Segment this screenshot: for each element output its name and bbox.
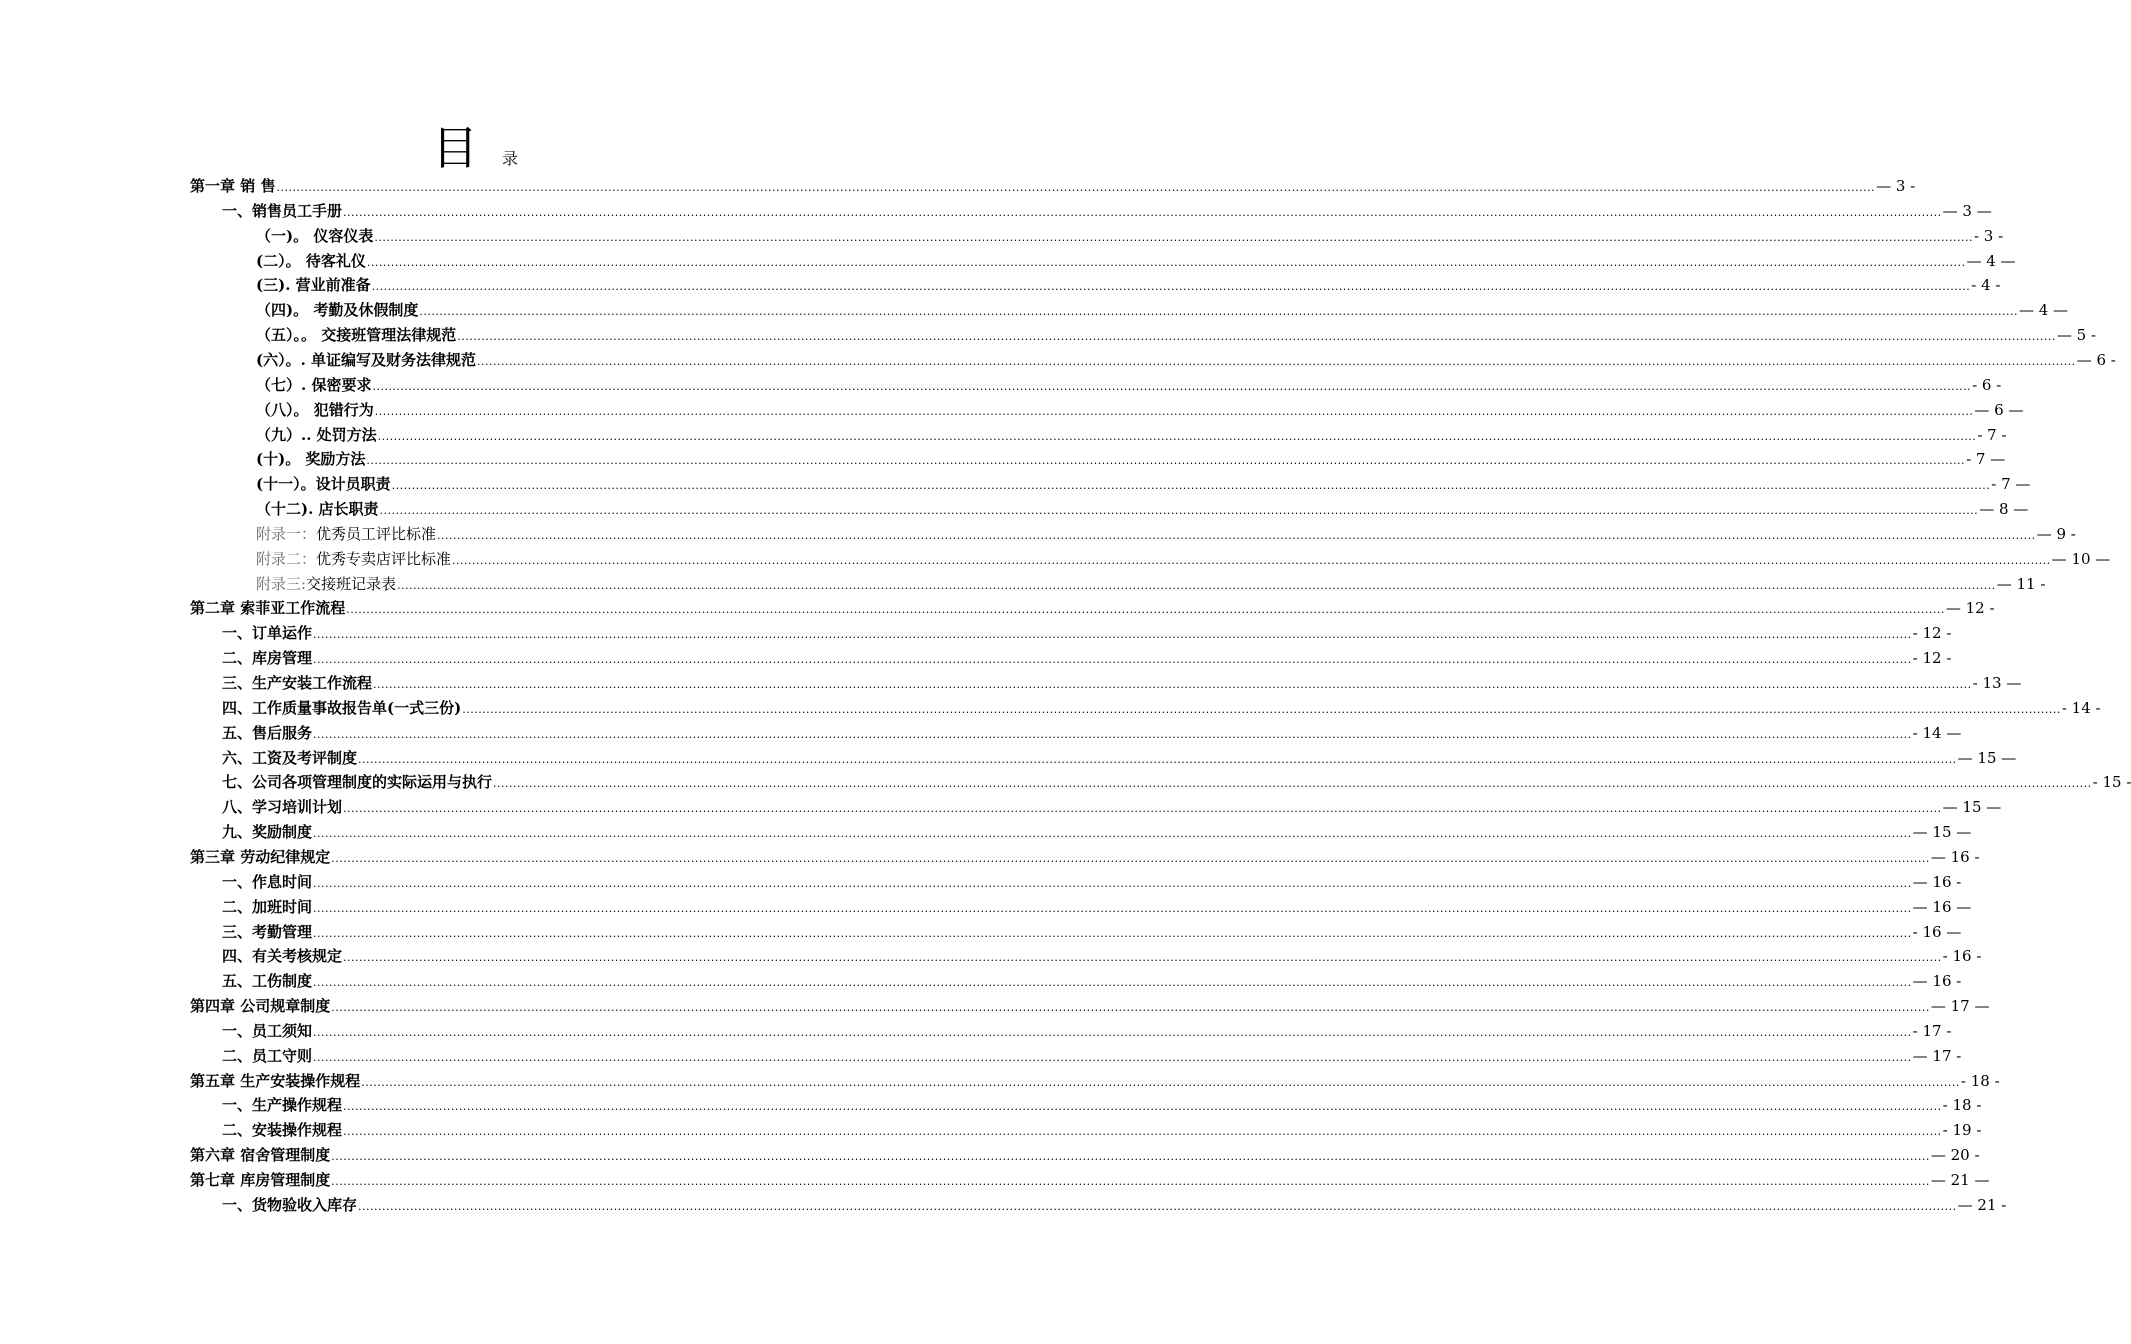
toc-leader-dots: ................................................................................................................................................................................................................................................................................................................................................................................................................ [313, 1051, 1912, 1064]
toc-page-number: - 14 - [2061, 699, 2101, 717]
toc-leader-dots: ................................................................................................................................................................................................................................................................................................................................................................................................................ [313, 927, 1912, 940]
toc-entry-label: 三、生产安装工作流程 [222, 674, 373, 692]
toc-page-number: — 21 - [1957, 1196, 2007, 1214]
toc-entry-label: 九、奖励制度 [222, 823, 313, 841]
toc-page-number: — 6 - [2076, 351, 2116, 369]
toc-entry[interactable] [190, 1069, 2000, 1093]
toc-page-number: — 15 — [1912, 823, 1972, 841]
toc-entry-title [190, 596, 345, 620]
toc-page-number: — 3 - [1876, 177, 1916, 195]
toc-entry-label: 一、销售员工手册 [222, 202, 343, 220]
toc-entry[interactable] [222, 621, 1952, 645]
toc-entry-title [190, 174, 275, 198]
toc-entry-title [190, 1069, 360, 1093]
toc-entry-label: (二）。 待客礼仪 [256, 252, 366, 270]
toc-entry[interactable] [256, 398, 2024, 422]
toc-leader-dots: ................................................................................................................................................................................................................................................................................................................................................................................................................ [313, 902, 1912, 915]
toc-entry-title [256, 547, 451, 571]
toc-entry-title [222, 696, 461, 720]
toc-entry-title [222, 944, 342, 968]
toc-entry-label: 附录一： [256, 525, 317, 543]
toc-entry-label: 一、订单运作 [222, 624, 313, 642]
toc-entry[interactable] [256, 224, 2004, 248]
toc-entry-label: 第四章 公司规章制度 [190, 997, 331, 1015]
toc-page-number: - 7 - [1977, 426, 2007, 444]
document-title [0, 120, 950, 180]
toc-page-number: — 8 — [1979, 500, 2029, 518]
toc-entry[interactable] [256, 472, 2031, 496]
toc-leader-dots: ................................................................................................................................................................................................................................................................................................................................................................................................................ [452, 554, 2051, 567]
toc-entry[interactable] [256, 298, 2069, 322]
toc-leader-dots: ................................................................................................................................................................................................................................................................................................................................................................................................................ [331, 1175, 1930, 1188]
toc-page-number: — 16 - [1912, 873, 1962, 891]
toc-page-number: — 16 — [1912, 898, 1972, 916]
toc-page-number: — 16 - [1930, 848, 1980, 866]
toc-leader-dots: ................................................................................................................................................................................................................................................................................................................................................................................................................ [372, 380, 1972, 393]
toc-leader-dots: ................................................................................................................................................................................................................................................................................................................................................................................................................ [457, 330, 2056, 343]
toc-page-number: - 16 — [1912, 923, 1962, 941]
toc-page-number: — 21 — [1930, 1171, 1990, 1189]
toc-leader-dots: ................................................................................................................................................................................................................................................................................................................................................................................................................ [366, 256, 1966, 269]
toc-entry-title [256, 298, 418, 322]
toc-entry[interactable] [222, 199, 1992, 223]
toc-entry-label: 四、有关考核规定 [222, 947, 343, 965]
toc-entry-label: 七、公司各项管理制度的实际运用与执行 [222, 773, 493, 791]
toc-entry-label: 附录三: [256, 575, 307, 593]
toc-entry-title [256, 348, 476, 372]
toc-page-number: - 13 — [1972, 674, 2022, 692]
toc-entry-label: （一)。 仪容仪表 [256, 227, 374, 245]
toc-leader-dots: ................................................................................................................................................................................................................................................................................................................................................................................................................ [313, 728, 1912, 741]
toc-entry[interactable] [222, 1118, 1982, 1142]
toc-page-number: - 12 - [1912, 624, 1952, 642]
toc-entry-title [222, 671, 372, 695]
toc-page-number: — 4 — [1966, 252, 2016, 270]
toc-entry-strong-label: 优秀专卖店评比标准 [316, 550, 452, 568]
toc-entry-title [256, 522, 436, 546]
toc-entry[interactable] [222, 944, 1982, 968]
toc-entry[interactable] [222, 696, 2101, 720]
toc-entry[interactable] [222, 1019, 1952, 1043]
toc-leader-dots: ................................................................................................................................................................................................................................................................................................................................................................................................................ [343, 206, 1942, 219]
toc-entry[interactable] [256, 273, 2001, 297]
toc-entry-title [256, 398, 374, 422]
toc-entry-label: （四)。 考勤及休假制度 [256, 301, 419, 319]
toc-entry-title [222, 1019, 312, 1043]
toc-entry-title [222, 621, 312, 645]
toc-entry[interactable] [190, 596, 1995, 620]
toc-entry[interactable] [222, 920, 1962, 944]
toc-entry-label: 五、售后服务 [222, 724, 313, 742]
toc-entry-title [222, 895, 312, 919]
toc-entry[interactable] [222, 795, 2002, 819]
toc-entry-title [256, 323, 456, 347]
toc-entry[interactable] [256, 348, 2116, 372]
toc-entry[interactable] [190, 994, 1990, 1018]
toc-entry-title [256, 447, 365, 471]
toc-entry-label: 一、货物验收入库存 [222, 1196, 358, 1214]
toc-entry-title [222, 1193, 357, 1217]
toc-leader-dots: ................................................................................................................................................................................................................................................................................................................................................................................................................ [313, 827, 1912, 840]
toc-entry[interactable] [222, 1093, 1982, 1117]
toc-entry[interactable] [256, 447, 2006, 471]
toc-page-number: — 10 — [2051, 550, 2111, 568]
toc-entry-title [256, 273, 371, 297]
toc-page-number: — 11 - [1996, 575, 2046, 593]
toc-page-number: - 6 - [1972, 376, 2002, 394]
toc-entry-label: （十二). 店长职责 [256, 500, 379, 518]
toc-entry-title [256, 249, 366, 273]
toc-leader-dots: ................................................................................................................................................................................................................................................................................................................................................................................................................ [313, 877, 1912, 890]
toc-entry[interactable] [222, 746, 2017, 770]
title-main: 目 [431, 121, 478, 175]
toc-page-number: - 7 — [1966, 450, 2006, 468]
toc-entry-title [222, 746, 357, 770]
toc-leader-dots: ................................................................................................................................................................................................................................................................................................................................................................................................................ [313, 628, 1912, 641]
toc-entry[interactable] [256, 373, 2002, 397]
toc-entry-label: 第二章 索菲亚工作流程 [190, 599, 346, 617]
title-sub: 录 [501, 149, 518, 168]
toc-leader-dots: ................................................................................................................................................................................................................................................................................................................................................................................................................ [331, 1150, 1930, 1163]
toc-page-number: — 15 — [1957, 749, 2017, 767]
toc-entry-title [190, 1143, 330, 1167]
toc-entry[interactable] [222, 721, 1962, 745]
toc-page-number: — 15 — [1942, 798, 2002, 816]
toc-leader-dots: ................................................................................................................................................................................................................................................................................................................................................................................................................ [462, 703, 2061, 716]
toc-entry[interactable] [222, 820, 1972, 844]
toc-entry-label: 八、学习培训计划 [222, 798, 343, 816]
toc-page-number: — 17 - [1912, 1047, 1962, 1065]
toc-entry[interactable] [222, 969, 1962, 993]
toc-entry-label: 二、员工守则 [222, 1047, 313, 1065]
toc-entry[interactable] [256, 522, 2076, 546]
toc-leader-dots: ................................................................................................................................................................................................................................................................................................................................................................................................................ [391, 479, 1991, 492]
toc-entry-title [222, 820, 312, 844]
toc-entry-title [222, 721, 312, 745]
toc-entry-title [190, 845, 330, 869]
toc-leader-dots: ................................................................................................................................................................................................................................................................................................................................................................................................................ [358, 753, 1957, 766]
toc-leader-dots: ................................................................................................................................................................................................................................................................................................................................................................................................................ [276, 181, 1876, 194]
toc-entry[interactable] [256, 249, 2016, 273]
toc-entry-label: 一、作息时间 [222, 873, 313, 891]
toc-entry-title [222, 795, 342, 819]
toc-entry-title [190, 994, 330, 1018]
toc-leader-dots: ................................................................................................................................................................................................................................................................................................................................................................................................................ [343, 1125, 1942, 1138]
toc-page-number: — 5 - [2056, 326, 2097, 344]
toc-leader-dots: ................................................................................................................................................................................................................................................................................................................................................................................................................ [331, 852, 1930, 865]
toc-entry[interactable] [190, 174, 1916, 198]
toc-page-number: - 18 - [1960, 1072, 2000, 1090]
toc-entry[interactable] [222, 646, 1952, 670]
toc-leader-dots: ................................................................................................................................................................................................................................................................................................................................................................................................................ [477, 355, 2076, 368]
toc-entry-label: (十一）。设计员职责 [256, 475, 391, 493]
toc-leader-dots: ................................................................................................................................................................................................................................................................................................................................................................................................................ [358, 1200, 1957, 1213]
toc-entry[interactable] [222, 770, 2131, 794]
toc-leader-dots: ................................................................................................................................................................................................................................................................................................................................................................................................................ [373, 678, 1972, 691]
toc-entry[interactable] [256, 547, 2111, 571]
toc-entry-title [256, 472, 391, 496]
toc-page-number: - 19 - [1942, 1121, 1982, 1139]
toc-entry-label: （八）。 犯错行为 [256, 401, 374, 419]
toc-page-number: — 12 - [1945, 599, 1995, 617]
toc-entry-label: 第三章 劳动纪律规定 [190, 848, 331, 866]
toc-leader-dots: ................................................................................................................................................................................................................................................................................................................................................................................................................ [343, 1100, 1942, 1113]
toc-leader-dots: ................................................................................................................................................................................................................................................................................................................................................................................................................ [419, 305, 2018, 318]
toc-entry-label: (十)。 奖励方法 [256, 450, 366, 468]
toc-page-number: - 3 - [1973, 227, 2004, 245]
toc-entry-label: （五）。。 交接班管理法律规范 [256, 326, 457, 344]
toc-entry[interactable] [256, 572, 2046, 596]
toc-entry-title [222, 199, 342, 223]
toc-leader-dots: ................................................................................................................................................................................................................................................................................................................................................................................................................ [374, 231, 1973, 244]
toc-entry[interactable] [222, 1193, 2007, 1217]
toc-page-number: — 3 — [1942, 202, 1992, 220]
toc-entry-title [222, 1093, 342, 1117]
toc-entry-label: 四、工作质量事故报告单(一式三份) [222, 699, 462, 717]
toc-leader-dots: ................................................................................................................................................................................................................................................................................................................................................................................................................ [343, 951, 1942, 964]
toc-page-number: - 7 — [1991, 475, 2031, 493]
toc-entry-label: 二、安装操作规程 [222, 1121, 343, 1139]
toc-leader-dots: ................................................................................................................................................................................................................................................................................................................................................................................................................ [313, 976, 1912, 989]
toc-entry-title [190, 1168, 330, 1192]
toc-leader-dots: ................................................................................................................................................................................................................................................................................................................................................................................................................ [437, 529, 2036, 542]
toc-entry-title [222, 1044, 312, 1068]
toc-entry-label: （七）. 保密要求 [256, 376, 372, 394]
toc-leader-dots: ................................................................................................................................................................................................................................................................................................................................................................................................................ [313, 1026, 1912, 1039]
toc-entry-label: (六）。. 单证编写及财务法律规范 [256, 351, 477, 369]
toc-page-number: — 17 — [1930, 997, 1990, 1015]
toc-entry[interactable] [190, 845, 1980, 869]
toc-entry-title [222, 770, 492, 794]
toc-page-number: - 16 - [1942, 947, 1982, 965]
toc-page-number: - 14 — [1912, 724, 1962, 742]
toc-entry-strong-label: 交接班记录表 [306, 575, 397, 593]
toc-entry-title [222, 969, 312, 993]
toc-entry-label: (三). 营业前准备 [256, 276, 371, 294]
toc-entry-label: 第一章 销 售 [190, 177, 276, 195]
toc-entry-label: 二、库房管理 [222, 649, 313, 667]
toc-page-number: — 16 - [1912, 972, 1962, 990]
toc-entry-label: 二、加班时间 [222, 898, 313, 916]
toc-entry-title [256, 423, 377, 447]
toc-leader-dots: ................................................................................................................................................................................................................................................................................................................................................................................................................ [361, 1076, 1960, 1089]
toc-entry-label: 六、工资及考评制度 [222, 749, 358, 767]
toc-entry-title [222, 920, 312, 944]
toc-page-number: - 17 - [1912, 1022, 1952, 1040]
toc-entry-title [256, 572, 396, 596]
toc-entry-strong-label: 优秀员工评比标准 [316, 525, 437, 543]
toc-page-number: — 9 - [2036, 525, 2076, 543]
toc-entry-title [256, 373, 371, 397]
toc-page-number: — 4 — [2018, 301, 2069, 319]
toc-entry-title [256, 224, 373, 248]
toc-leader-dots: ................................................................................................................................................................................................................................................................................................................................................................................................................ [374, 405, 1974, 418]
toc-entry[interactable] [222, 671, 2022, 695]
toc-entry-label: 三、考勤管理 [222, 923, 313, 941]
toc-leader-dots: ................................................................................................................................................................................................................................................................................................................................................................................................................ [343, 802, 1942, 815]
toc-leader-dots: ................................................................................................................................................................................................................................................................................................................................................................................................................ [313, 653, 1912, 666]
toc-entry-label: 第七章 库房管理制度 [190, 1171, 331, 1189]
toc-page-number: - 18 - [1942, 1096, 1982, 1114]
toc-entry[interactable] [222, 1044, 1962, 1068]
toc-entry[interactable] [222, 895, 1972, 919]
toc-leader-dots: ................................................................................................................................................................................................................................................................................................................................................................................................................ [366, 454, 1966, 467]
toc-page-number: — 6 — [1974, 401, 2024, 419]
toc-entry[interactable] [222, 870, 1962, 894]
toc-entry-label: （九）.. 处罚方法 [256, 426, 377, 444]
toc-entry-label: 附录二： [256, 550, 317, 568]
toc-entry[interactable] [256, 497, 2029, 521]
toc-page-number: - 12 - [1912, 649, 1952, 667]
toc-entry-title [222, 646, 312, 670]
toc-page-number: - 4 - [1971, 276, 2001, 294]
toc-leader-dots: ................................................................................................................................................................................................................................................................................................................................................................................................................ [379, 504, 1979, 517]
toc-leader-dots: ................................................................................................................................................................................................................................................................................................................................................................................................................ [377, 430, 1977, 443]
toc-entry-label: 第六章 宿舍管理制度 [190, 1146, 331, 1164]
toc-entry[interactable] [190, 1143, 1980, 1167]
toc-entry-title [222, 1118, 342, 1142]
toc-entry[interactable] [256, 323, 2097, 347]
toc-entry-label: 一、生产操作规程 [222, 1096, 343, 1114]
toc-leader-dots: ................................................................................................................................................................................................................................................................................................................................................................................................................ [331, 1001, 1930, 1014]
toc-leader-dots: ................................................................................................................................................................................................................................................................................................................................................................................................................ [493, 777, 2092, 790]
toc-entry-title [222, 870, 312, 894]
toc-entry[interactable] [190, 1168, 1990, 1192]
toc-leader-dots: ................................................................................................................................................................................................................................................................................................................................................................................................................ [397, 579, 1996, 592]
toc-entry-title [256, 497, 379, 521]
toc-entry[interactable] [256, 423, 2007, 447]
toc-leader-dots: ................................................................................................................................................................................................................................................................................................................................................................................................................ [371, 280, 1971, 293]
toc-page-number: - 15 - [2092, 773, 2131, 791]
toc-leader-dots: ................................................................................................................................................................................................................................................................................................................................................................................................................ [346, 603, 1945, 616]
toc-entry-label: 五、工伤制度 [222, 972, 313, 990]
toc-entry-label: 第五章 生产安装操作规程 [190, 1072, 361, 1090]
toc-entry-label: 一、员工须知 [222, 1022, 313, 1040]
toc-page-number: — 20 - [1930, 1146, 1980, 1164]
